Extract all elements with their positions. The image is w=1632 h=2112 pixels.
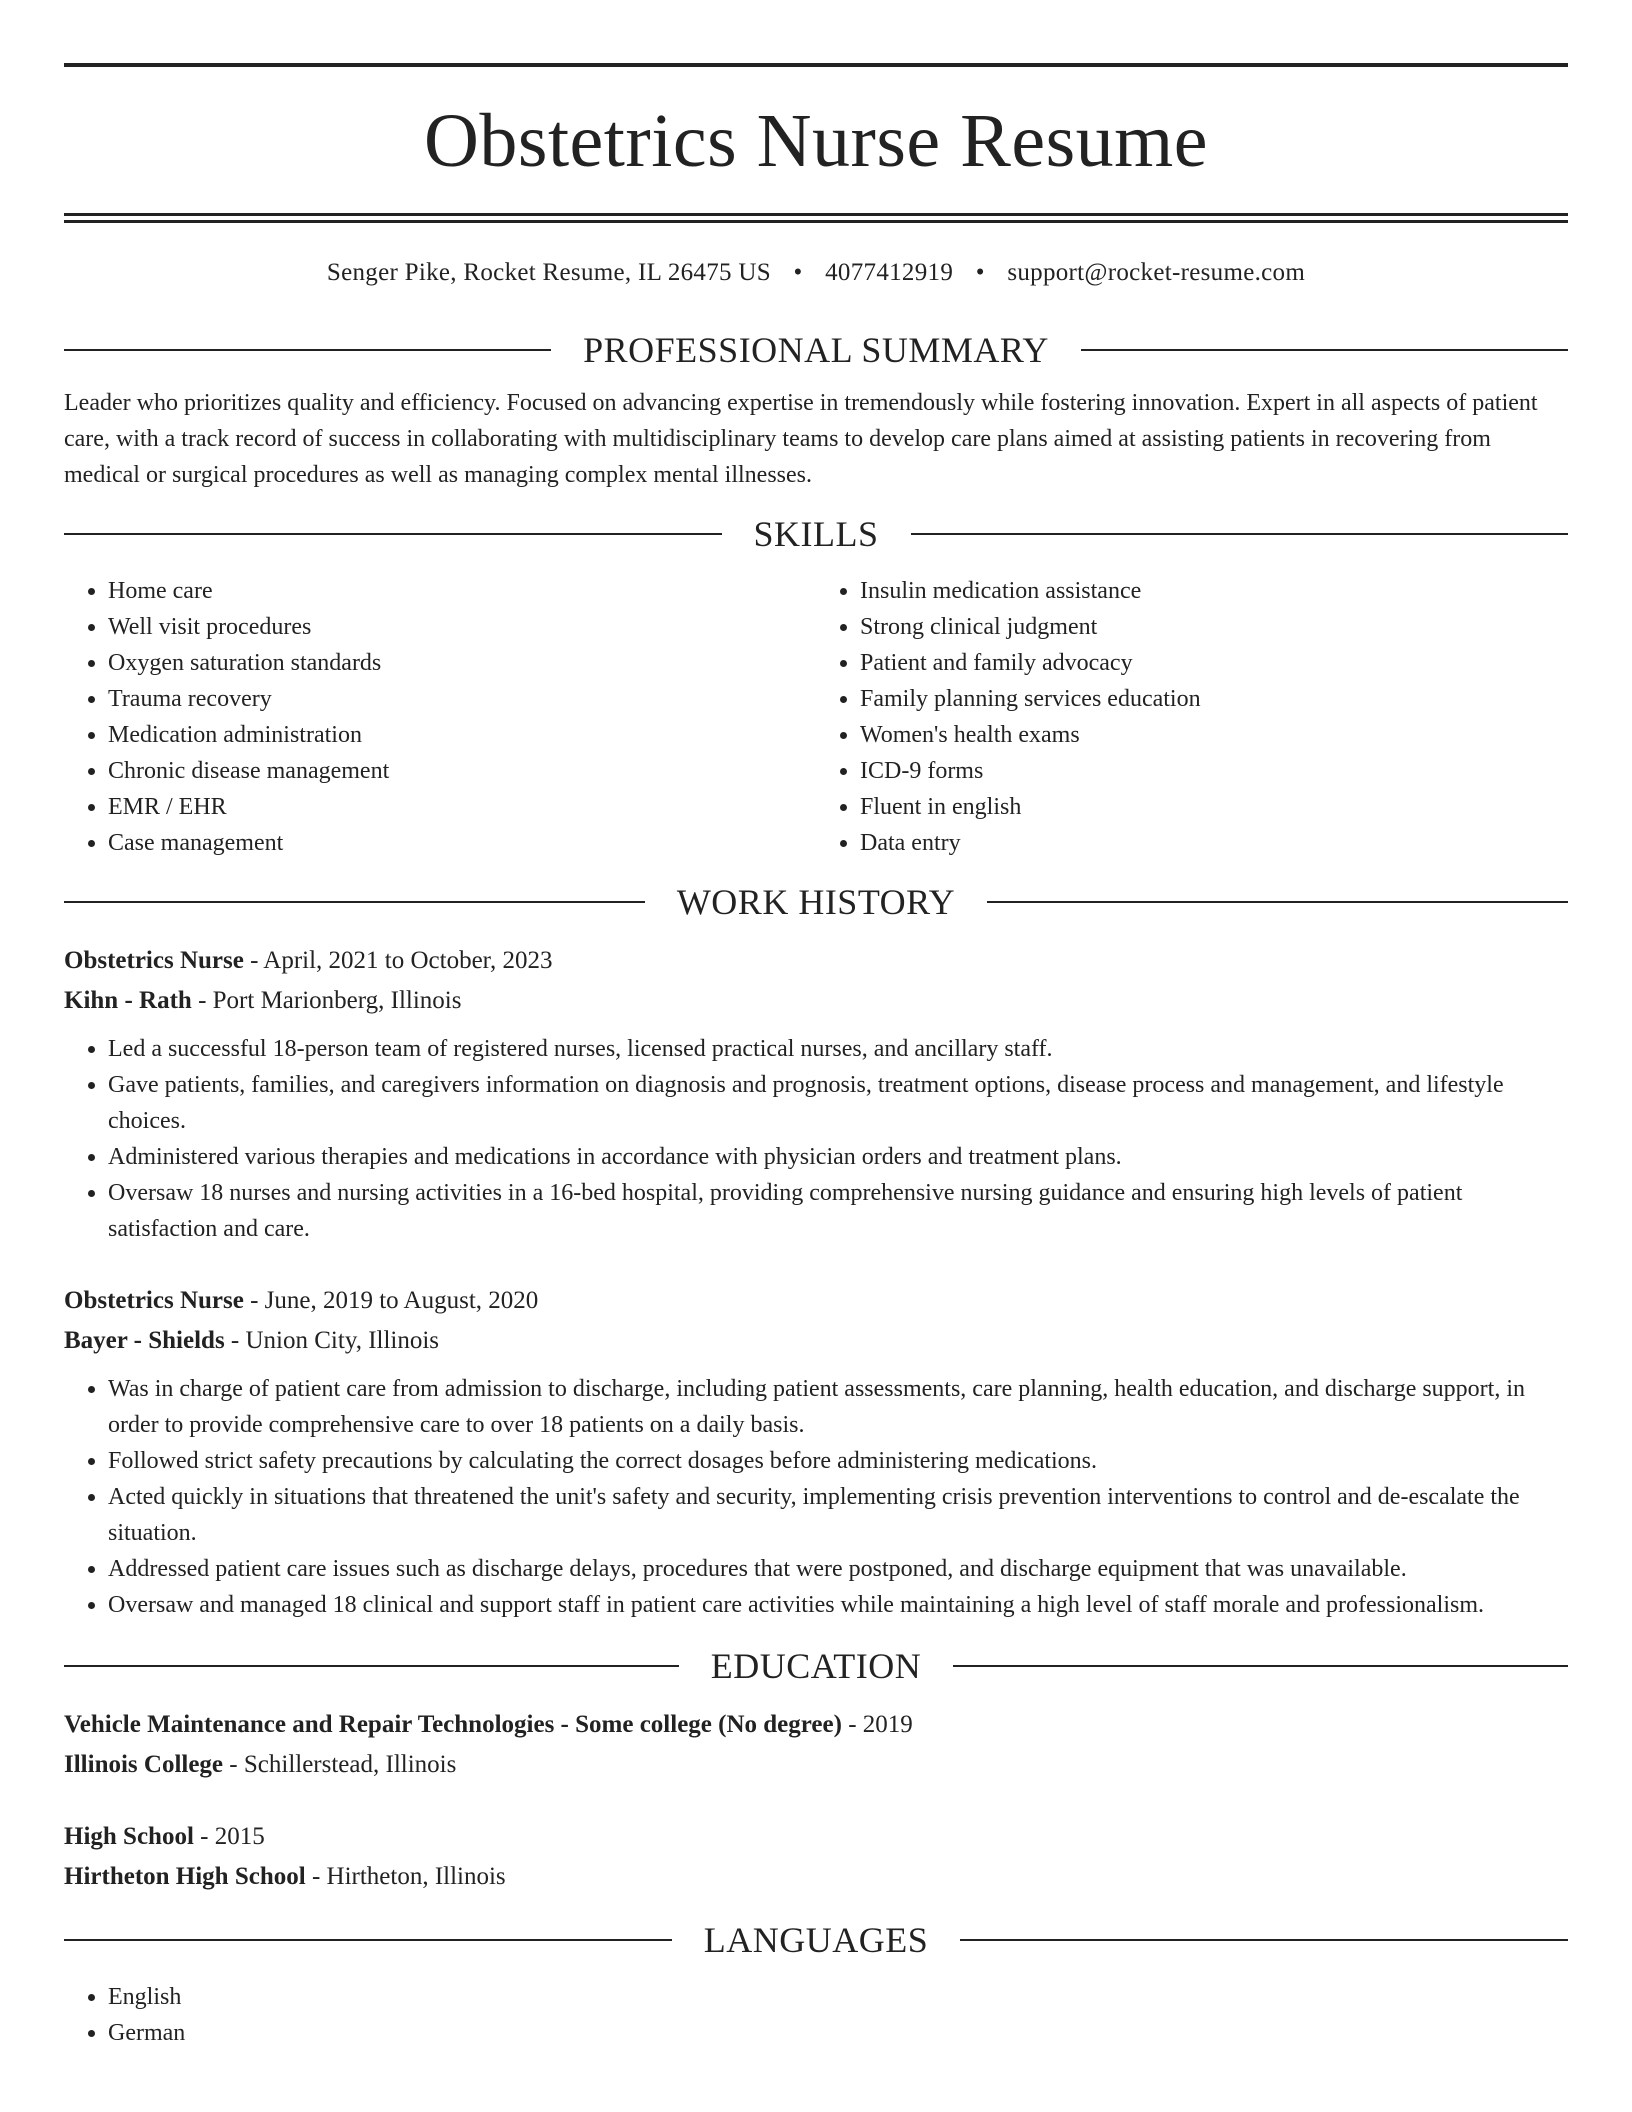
skill-item: • Oxygen saturation standards — [108, 645, 816, 681]
section-rule — [64, 1939, 672, 1941]
top-rule — [64, 63, 1568, 67]
job-entry — [64, 941, 1568, 1247]
education-year: - 2015 — [193, 1823, 265, 1850]
contact-line — [64, 259, 1568, 287]
skill-item: • Insulin medication assistance — [860, 573, 1568, 609]
skill-item: • EMR / EHR — [108, 789, 816, 825]
job-bullet: • Led a successful 18-person team of registered nurses, licensed practical nurses, and ancillary staff. — [108, 1031, 1568, 1067]
contact-separator: • — [793, 259, 803, 286]
languages-list — [64, 1979, 1568, 2051]
skills-columns — [64, 573, 1568, 861]
skill-item: • Medication administration — [108, 717, 816, 753]
job-bullets — [64, 1031, 1568, 1247]
section-rule — [64, 901, 645, 903]
section-rule — [960, 1939, 1568, 1941]
section-title: WORK HISTORY — [676, 882, 956, 922]
skills-list-left — [64, 573, 816, 861]
job-title-line — [64, 941, 1568, 981]
section-header-education — [64, 1645, 1568, 1687]
job-company: Kihn - Rath — [64, 987, 192, 1014]
education-entry — [64, 1817, 1568, 1897]
job-title: Obstetrics Nurse — [64, 947, 244, 974]
job-title: Obstetrics Nurse — [64, 1287, 244, 1314]
job-dates: - June, 2019 to August, 2020 — [243, 1287, 539, 1314]
education-degree-line — [64, 1817, 1568, 1857]
job-location: - Port Marionberg, Illinois — [191, 987, 462, 1014]
language-item: • German — [108, 2015, 1568, 2051]
skill-item: • Family planning services education — [860, 681, 1568, 717]
job-title-line — [64, 1281, 1568, 1321]
job-bullet: • Followed strict safety precautions by calculating the correct dosages before administering medications. — [108, 1443, 1568, 1479]
job-location: - Union City, Illinois — [224, 1327, 440, 1354]
section-title: SKILLS — [753, 514, 879, 554]
skill-item: • Data entry — [860, 825, 1568, 861]
skill-item: • Fluent in english — [860, 789, 1568, 825]
section-rule — [64, 349, 551, 351]
job-bullet: • Oversaw and managed 18 clinical and support staff in patient care activities while maintaining a high level of staff morale and professionalism. — [108, 1587, 1568, 1623]
education-degree: High School — [64, 1823, 194, 1850]
title-double-rule — [64, 213, 1568, 223]
job-dates: - April, 2021 to October, 2023 — [243, 947, 553, 974]
job-bullet: • Was in charge of patient care from admission to discharge, including patient assessments, care planning, health education, and discharge support, in order to provide comprehensive care to over 18 patients on a daily basis. — [108, 1371, 1568, 1443]
skill-item: • Home care — [108, 573, 816, 609]
education-year: - 2019 — [841, 1711, 913, 1738]
section-header-summary — [64, 329, 1568, 371]
contact-email: support@rocket-resume.com — [1007, 259, 1306, 286]
job-company: Bayer - Shields — [64, 1327, 225, 1354]
job-bullet: • Addressed patient care issues such as discharge delays, procedures that were postponed, and discharge equipment that was unavailable. — [108, 1551, 1568, 1587]
section-title: PROFESSIONAL SUMMARY — [583, 330, 1049, 370]
job-bullet: • Oversaw 18 nurses and nursing activities in a 16-bed hospital, providing comprehensive nursing guidance and ensuring high levels of patient satisfaction and care. — [108, 1175, 1568, 1247]
job-company-line — [64, 1321, 1568, 1361]
section-rule — [1081, 349, 1568, 351]
skills-list-right — [816, 573, 1568, 861]
job-entry — [64, 1281, 1568, 1623]
education-location: - Hirtheton, Illinois — [305, 1863, 506, 1890]
section-header-skills — [64, 513, 1568, 555]
job-bullets — [64, 1371, 1568, 1623]
skill-item: • Patient and family advocacy — [860, 645, 1568, 681]
skill-item: • Strong clinical judgment — [860, 609, 1568, 645]
section-header-work — [64, 881, 1568, 923]
section-rule — [911, 533, 1569, 535]
section-title: LANGUAGES — [703, 1920, 929, 1960]
education-school: Illinois College — [64, 1751, 224, 1778]
skill-item: • Chronic disease management — [108, 753, 816, 789]
contact-phone: 4077412919 — [825, 259, 954, 286]
job-bullet: • Gave patients, families, and caregivers information on diagnosis and prognosis, treatment options, disease process and management, and lifestyle choices. — [108, 1067, 1568, 1139]
summary-text: Leader who prioritizes quality and efficiency. Focused on advancing expertise in tremendously while fostering innovation. Expert in all aspects of patient care, with a track record of success in collaborating with multidisciplinary teams to develop care plans aimed at assisting patients in recovering from medical or surgical procedures as well as managing complex mental illnesses. — [64, 390, 1538, 488]
section-title: EDUCATION — [710, 1646, 922, 1686]
education-school: Hirtheton High School — [64, 1863, 306, 1890]
contact-separator: • — [975, 259, 985, 286]
education-school-line — [64, 1857, 1568, 1897]
skill-item: • Case management — [108, 825, 816, 861]
education-entry — [64, 1705, 1568, 1785]
section-rule — [987, 901, 1568, 903]
section-header-languages — [64, 1919, 1568, 1961]
skill-item: • Trauma recovery — [108, 681, 816, 717]
education-degree-line — [64, 1705, 1568, 1745]
contact-address: Senger Pike, Rocket Resume, IL 26475 US — [326, 259, 771, 286]
section-rule — [64, 533, 722, 535]
job-company-line — [64, 981, 1568, 1021]
education-degree: Vehicle Maintenance and Repair Technologies - Some college (No degree) — [64, 1711, 842, 1738]
skill-item: • Well visit procedures — [108, 609, 816, 645]
language-item: • English — [108, 1979, 1568, 2015]
education-school-line — [64, 1745, 1568, 1785]
section-rule — [953, 1665, 1568, 1667]
resume-title: Obstetrics Nurse Resume — [423, 99, 1208, 183]
section-rule — [64, 1665, 679, 1667]
job-bullet: • Acted quickly in situations that threatened the unit's safety and security, implementing crisis prevention interventions to control and de-escalate the situation. — [108, 1479, 1568, 1551]
education-location: - Schillerstead, Illinois — [223, 1751, 457, 1778]
skill-item: • ICD-9 forms — [860, 753, 1568, 789]
job-bullet: • Administered various therapies and medications in accordance with physician orders and treatment plans. — [108, 1139, 1568, 1175]
skill-item: • Women's health exams — [860, 717, 1568, 753]
